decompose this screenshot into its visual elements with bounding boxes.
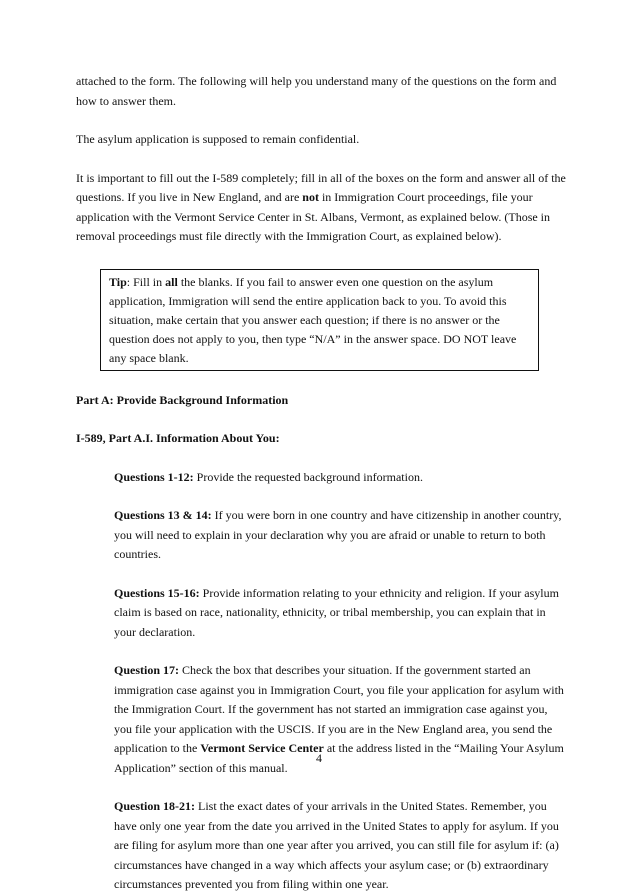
part-a-heading-text: Part A: Provide Background Information xyxy=(76,392,289,407)
question-text: Provide information relating to your ethnicity and religion. If your asylum claim is based on race, nationality, ethnicity, or tribal membership, you can explain that in your declaration. xyxy=(114,585,559,639)
question-text: List the exact dates of your arrivals in the United States. Remember, you have only one year from the date you arrived in the United States to apply for asylum. If you are filing for asylum more than one year after you arrived, you can still file for asylum if: (a) circumstances have changed in a way which affects your asylum case; or (b) extraordinary circumstances prevented you from filing within one year. xyxy=(114,799,559,891)
question-label: Question 17: xyxy=(114,663,180,677)
intro-paragraph-3-not: not xyxy=(302,190,319,204)
page-content xyxy=(76,72,566,895)
vermont-service-center: Vermont Service Center xyxy=(200,741,324,755)
intro-paragraph-3-text-b: in Immigration Court proceedings, file your application with the Vermont Service Center in St. Albans, Vermont, as explained below. (Those in removal proceedings must file directly with the Immigration Court, as explained below). xyxy=(76,190,551,243)
part-a-subheading-text: I-589, Part A.I. Information About You: xyxy=(76,431,280,445)
question-item-15-16 xyxy=(114,584,566,643)
page-number: 4 xyxy=(316,751,322,765)
tip-text-b: the blanks. If you fail to answer even one question on the asylum application, Immigration will send the entire application back to you. To avoid this situation, make certain that you answer each question; if there is no answer or the question does not apply to you, then type “N/A” in the answer space. DO NOT leave any space blank. xyxy=(109,274,517,365)
intro-paragraph-3-text-a: It is important to fill out the I-589 completely; fill in all of the boxes on the form and answer all of the questions. If you live in New England, and are xyxy=(76,170,566,204)
part-a-heading xyxy=(76,391,566,411)
question-text: If you were born in one country and have citizenship in another country, you will need to explain in your declaration why you are afraid or unable to return to both countries. xyxy=(114,508,562,561)
question-item-13-14 xyxy=(114,506,566,565)
question-text: Check the box that describes your situation. If the government started an immigration case against you in Immigration Court, you file your application for asylum with the Immigration Court. If the government has not started an immigration case against you, you file your application with the USCIS. If you are in the New England area, you send the application to the xyxy=(114,663,564,755)
question-label: Questions 1-12: xyxy=(114,469,194,484)
intro-paragraph-1: attached to the form. The following will help you understand many of the questions on the form and how to answer them. xyxy=(76,74,557,108)
part-a-subheading xyxy=(76,429,566,449)
question-label: Questions 15-16: xyxy=(114,585,200,600)
question-item-1-12 xyxy=(114,468,566,488)
tip-text-a: : Fill in xyxy=(126,274,166,289)
tip-all: all xyxy=(165,274,178,289)
question-text-end: at the address listed in the “Mailing Your Asylum Application” section of this manual. xyxy=(114,741,564,775)
intro-paragraph-3 xyxy=(76,169,566,247)
question-item-18-21 xyxy=(114,797,566,895)
intro-paragraph-2: The asylum application is supposed to remain confidential. xyxy=(76,132,360,146)
tip-label: Tip xyxy=(109,274,127,289)
question-text: Provide the requested background information. xyxy=(193,469,423,484)
question-label: Question 18-21: xyxy=(114,799,195,813)
tip-box xyxy=(100,269,539,371)
question-label: Questions 13 & 14: xyxy=(114,508,212,522)
